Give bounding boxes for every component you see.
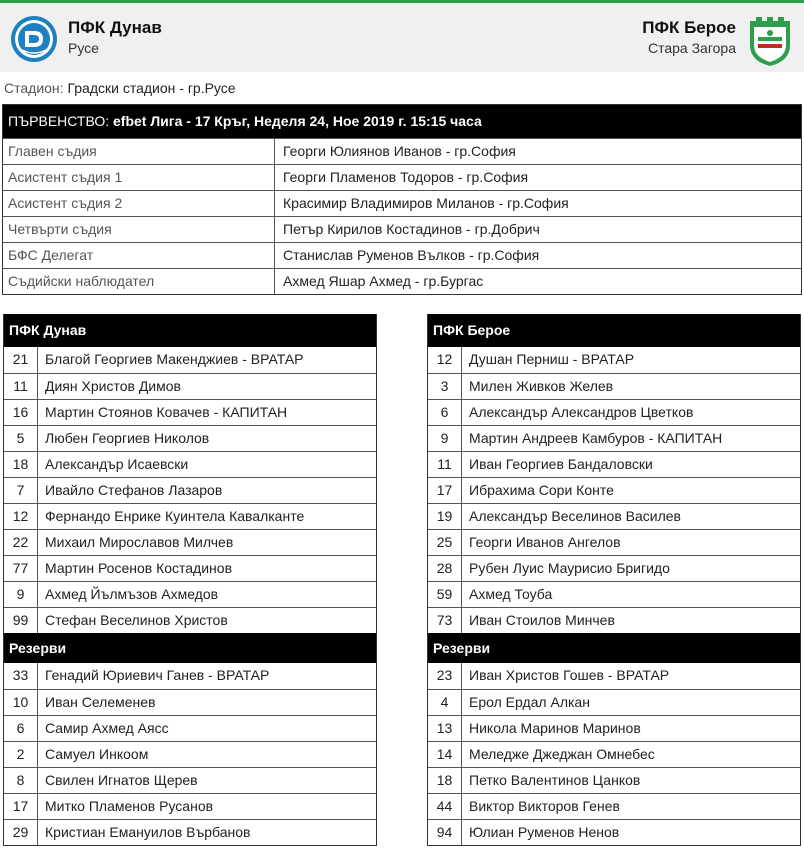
stadium-info (4, 80, 236, 96)
player-name: Благой Георгиев Макенджиев - ВРАТАР (45, 351, 304, 367)
beroe-crest-icon (746, 15, 794, 63)
player-name: Мартин Андреев Камбуров - КАПИТАН (469, 430, 723, 446)
player-number: 23 (428, 663, 462, 689)
official-row (3, 164, 801, 190)
player-name: Иван Георгиев Бандаловски (469, 456, 653, 472)
player-name: Иван Христов Гошев - ВРАТАР (469, 667, 670, 683)
player-name: Ерол Ердал Алкан (469, 694, 590, 710)
player-number: 14 (428, 742, 462, 767)
player-number: 29 (4, 820, 38, 845)
player-row[interactable] (4, 451, 376, 477)
official-row (3, 242, 801, 268)
player-number: 77 (4, 556, 38, 581)
player-number: 2 (4, 742, 38, 767)
player-number: 7 (4, 478, 38, 503)
player-name: Петко Валентинов Цанков (469, 772, 641, 788)
player-row[interactable] (4, 741, 376, 767)
reserves-list (4, 663, 376, 845)
player-row[interactable] (428, 715, 800, 741)
player-row[interactable] (4, 607, 376, 633)
player-number: 6 (4, 716, 38, 741)
official-row (3, 268, 801, 294)
player-number: 73 (428, 608, 462, 633)
player-name: Михаил Мирославов Милчев (45, 534, 234, 550)
player-row[interactable] (428, 347, 800, 373)
player-name: Виктор Викторов Генев (469, 798, 620, 814)
player-name: Александър Александров Цветков (469, 404, 694, 420)
player-row[interactable] (428, 689, 800, 715)
player-number: 9 (4, 582, 38, 607)
official-person: Петър Кирилов Костадинов - гр.Добрич (283, 221, 540, 237)
player-name: Генадий Юриевич Ганев - ВРАТАР (45, 667, 270, 683)
home-team-city: Русе (68, 40, 99, 56)
official-role: Асистент съдия 2 (3, 191, 275, 216)
player-row[interactable] (428, 819, 800, 845)
player-name: Рубен Луис Маурисио Бригидо (469, 560, 670, 576)
official-row (3, 138, 801, 164)
reserves-title: Резерви (4, 633, 376, 663)
player-row[interactable] (428, 451, 800, 477)
away-lineup-table (427, 314, 801, 846)
player-name: Ибрахима Сори Конте (469, 482, 614, 498)
player-row[interactable] (4, 347, 376, 373)
player-row[interactable] (4, 689, 376, 715)
player-number: 59 (428, 582, 462, 607)
player-name: Александър Веселинов Василев (469, 508, 681, 524)
home-lineup-table (3, 314, 377, 846)
player-name: Ивайло Стефанов Лазаров (45, 482, 223, 498)
player-number: 11 (428, 452, 462, 477)
player-number: 4 (428, 690, 462, 715)
player-row[interactable] (428, 767, 800, 793)
player-row[interactable] (428, 477, 800, 503)
official-role: Асистент съдия 1 (3, 165, 275, 190)
player-row[interactable] (428, 425, 800, 451)
player-number: 13 (428, 716, 462, 741)
player-row[interactable] (4, 425, 376, 451)
player-row[interactable] (4, 399, 376, 425)
player-name: Стефан Веселинов Христов (45, 612, 228, 628)
player-number: 16 (4, 400, 38, 425)
player-name: Мартин Росенов Костадинов (45, 560, 233, 576)
official-row (3, 190, 801, 216)
player-row[interactable] (4, 373, 376, 399)
player-number: 3 (428, 374, 462, 399)
competition-value: efbet Лига - 17 Кръг, Неделя 24, Ное 2019 г. 15:15 часа (113, 113, 482, 129)
competition-label: ПЪРВЕНСТВО: (8, 113, 110, 129)
player-number: 11 (4, 374, 38, 399)
stadium-label: Стадион: (4, 80, 64, 96)
official-person: Ахмед Яшар Ахмед - гр.Бургас (283, 273, 484, 289)
player-row[interactable] (4, 663, 376, 689)
official-role: Съдийски наблюдател (3, 269, 275, 294)
player-number: 5 (4, 426, 38, 451)
player-name: Юлиан Руменов Ненов (469, 824, 620, 840)
officials-table (2, 104, 802, 295)
player-number: 6 (428, 400, 462, 425)
player-number: 22 (4, 530, 38, 555)
player-number: 17 (428, 478, 462, 503)
home-team-name[interactable]: ПФК Дунав (68, 18, 162, 37)
player-row[interactable] (428, 555, 800, 581)
player-name: Иван Стоилов Минчев (469, 612, 615, 628)
player-name: Кристиан Емануилов Върбанов (45, 824, 251, 840)
player-row[interactable] (428, 399, 800, 425)
player-row[interactable] (428, 529, 800, 555)
player-row[interactable] (4, 503, 376, 529)
reserves-title: Резерви (428, 633, 800, 663)
official-person: Георги Юлиянов Иванов - гр.София (283, 143, 516, 159)
player-row[interactable] (428, 581, 800, 607)
player-number: 17 (4, 794, 38, 819)
player-name: Никола Маринов Маринов (469, 720, 641, 736)
player-row[interactable] (4, 477, 376, 503)
official-person: Георги Пламенов Тодоров - гр.София (283, 169, 529, 185)
player-row[interactable] (428, 607, 800, 633)
player-number: 12 (428, 347, 462, 373)
player-name: Мартин Стоянов Ковачев - КАПИТАН (45, 404, 288, 420)
competition-header (3, 105, 801, 138)
stadium-value: Градски стадион - гр.Русе (67, 80, 236, 96)
player-row[interactable] (4, 715, 376, 741)
player-number: 44 (428, 794, 462, 819)
player-row[interactable] (428, 793, 800, 819)
player-row[interactable] (4, 529, 376, 555)
player-name: Самуел Инкоом (45, 746, 149, 762)
official-role: Четвърти съдия (3, 217, 275, 242)
player-name: Георги Иванов Ангелов (469, 534, 621, 550)
player-name: Александър Исаевски (45, 456, 189, 472)
player-name: Диян Христов Димов (45, 378, 181, 394)
official-person: Красимир Владимиров Миланов - гр.София (283, 195, 569, 211)
player-row[interactable] (4, 793, 376, 819)
player-name: Митко Пламенов Русанов (45, 798, 214, 814)
player-number: 21 (4, 347, 38, 373)
player-name: Иван Селеменев (45, 694, 156, 710)
official-person: Станислав Руменов Вълков - гр.София (283, 247, 540, 263)
player-number: 12 (4, 504, 38, 529)
player-row[interactable] (4, 819, 376, 845)
player-row[interactable] (428, 373, 800, 399)
match-header (0, 0, 804, 72)
player-number: 25 (428, 530, 462, 555)
player-name: Меледже Джеджан Омнебес (469, 746, 655, 762)
reserves-list (428, 663, 800, 845)
starters-list (4, 347, 376, 633)
player-row[interactable] (4, 555, 376, 581)
official-role: Главен съдия (3, 139, 275, 164)
official-row (3, 216, 801, 242)
starters-list (428, 347, 800, 633)
player-number: 18 (428, 768, 462, 793)
player-name: Свилен Игнатов Щерев (45, 772, 198, 788)
player-name: Ахмед Тоуба (469, 586, 553, 602)
player-name: Фернандо Енрике Куинтела Кавалканте (45, 508, 305, 524)
lineup-team-title: ПФК Берое (428, 314, 800, 347)
player-name: Милен Живков Желев (469, 378, 614, 394)
player-number: 99 (4, 608, 38, 633)
player-row[interactable] (428, 663, 800, 689)
player-number: 28 (428, 556, 462, 581)
player-row[interactable] (4, 767, 376, 793)
player-number: 94 (428, 820, 462, 845)
player-row[interactable] (428, 503, 800, 529)
lineup-team-title: ПФК Дунав (4, 314, 376, 347)
player-name: Самир Ахмед Аясс (45, 720, 169, 736)
player-name: Душан Перниш - ВРАТАР (469, 351, 635, 367)
player-number: 10 (4, 690, 38, 715)
official-role: БФС Делегат (3, 243, 275, 268)
player-row[interactable] (428, 741, 800, 767)
player-name: Любен Георгиев Николов (45, 430, 210, 446)
player-number: 8 (4, 768, 38, 793)
player-number: 9 (428, 426, 462, 451)
dunav-crest-icon (10, 15, 58, 63)
player-number: 19 (428, 504, 462, 529)
away-team-name[interactable]: ПФК Берое (642, 18, 736, 37)
player-name: Ахмед Йълмъзов Ахмедов (45, 586, 219, 602)
away-team-city: Стара Загора (647, 40, 736, 56)
player-row[interactable] (4, 581, 376, 607)
player-number: 18 (4, 452, 38, 477)
player-number: 33 (4, 663, 38, 689)
